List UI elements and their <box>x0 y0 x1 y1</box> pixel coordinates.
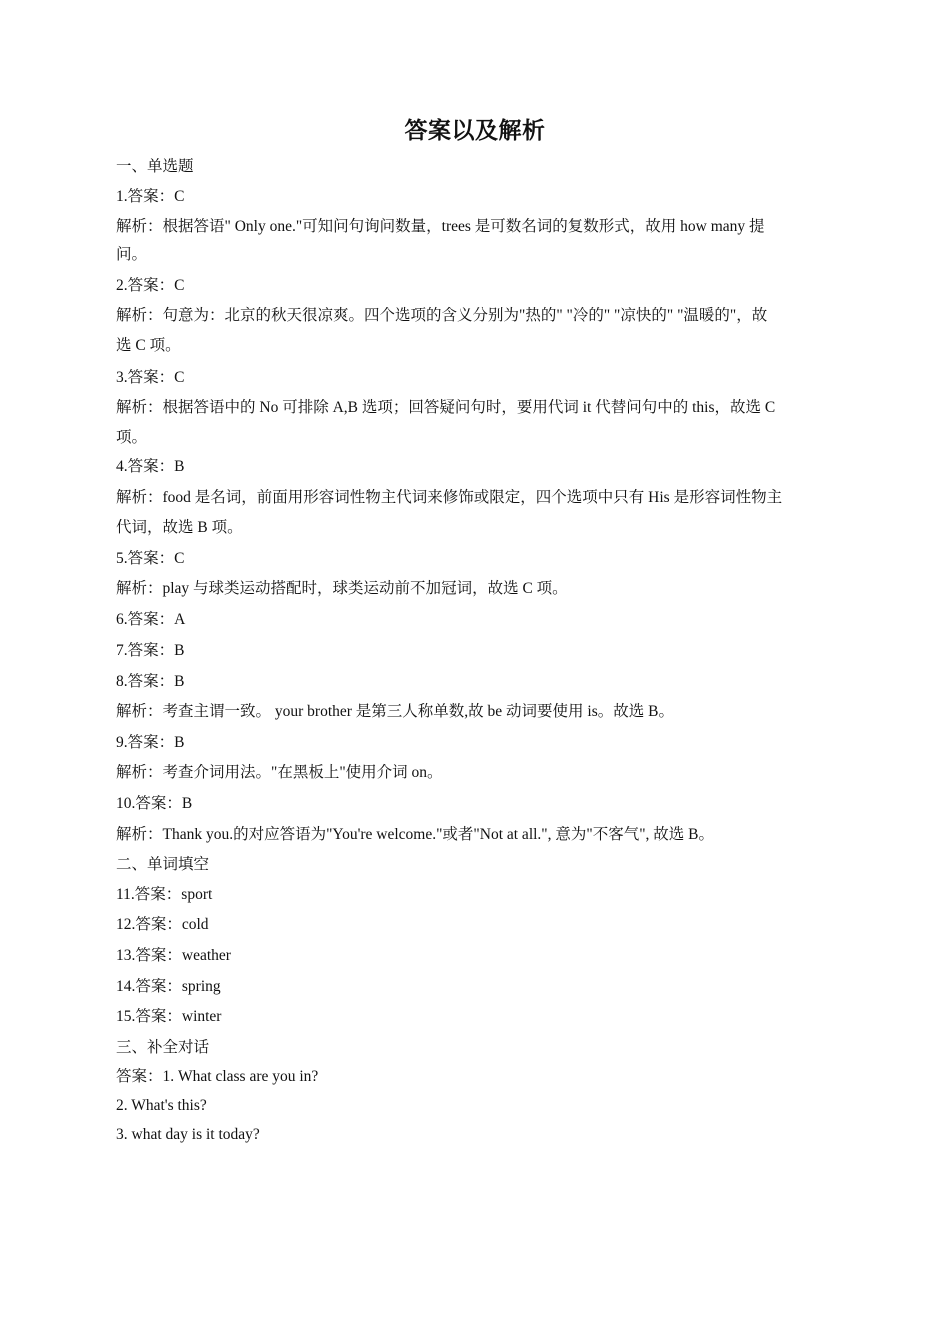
answer-line: 12.答案：cold <box>116 916 209 933</box>
answer-line: 7.答案：B <box>116 642 185 659</box>
answer-line: 6.答案：A <box>116 611 186 628</box>
explanation-line: 解析：根据答语中的 No 可排除 A,B 选项；回答疑问句时，要用代词 it 代替问句中的 this，故选 C <box>116 399 776 416</box>
explanation-line: 解析：考查介词用法。"在黑板上"使用介词 on。 <box>116 764 443 781</box>
answer-line: 1.答案：C <box>116 188 185 205</box>
explanation-line: 问。 <box>116 246 148 263</box>
explanation-line: 选 C 项。 <box>116 337 181 354</box>
explanation-line: 解析：Thank you.的对应答语为"You're welcome."或者"Not at all.", 意为"不客气", 故选 B。 <box>116 826 715 843</box>
answer-line: 答案：1. What class are you in? <box>116 1068 319 1085</box>
answer-line: 3. what day is it today? <box>116 1126 260 1143</box>
explanation-line: 解析：根据答语" Only one."可知问句询问数量，trees 是可数名词的复数形式，故用 how many 提 <box>116 218 765 235</box>
explanation-line: 解析：play 与球类运动搭配时，球类运动前不加冠词，故选 C 项。 <box>116 580 568 597</box>
section-heading: 一、单选题 <box>116 158 194 175</box>
answer-line: 2. What's this? <box>116 1097 207 1114</box>
page-title: 答案以及解析 <box>404 118 546 144</box>
answer-line: 14.答案：spring <box>116 978 221 995</box>
explanation-line: 解析：food 是名词，前面用形容词性物主代词来修饰或限定，四个选项中只有 His 是形容词性物主 <box>116 489 783 506</box>
answer-line: 11.答案：sport <box>116 886 213 903</box>
answer-line: 10.答案：B <box>116 795 193 812</box>
answer-line: 15.答案：winter <box>116 1008 222 1025</box>
answer-line: 8.答案：B <box>116 673 185 690</box>
section-heading: 三、补全对话 <box>116 1039 210 1056</box>
section-heading: 二、单词填空 <box>116 856 210 873</box>
answer-line: 2.答案：C <box>116 277 185 294</box>
answer-line: 9.答案：B <box>116 734 185 751</box>
explanation-line: 解析：句意为：北京的秋天很凉爽。四个选项的含义分别为"热的" "冷的" "凉快的" "温暖的"，故 <box>116 307 768 324</box>
explanation-line: 解析：考查主谓一致。 your brother 是第三人称单数,故 be 动词要使用 is。故选 B。 <box>116 703 674 720</box>
answer-line: 13.答案：weather <box>116 947 231 964</box>
answer-line: 4.答案：B <box>116 458 185 475</box>
explanation-line: 项。 <box>116 429 148 446</box>
explanation-line: 代词，故选 B 项。 <box>116 519 243 536</box>
answer-line: 5.答案：C <box>116 550 185 567</box>
answer-line: 3.答案：C <box>116 369 185 386</box>
